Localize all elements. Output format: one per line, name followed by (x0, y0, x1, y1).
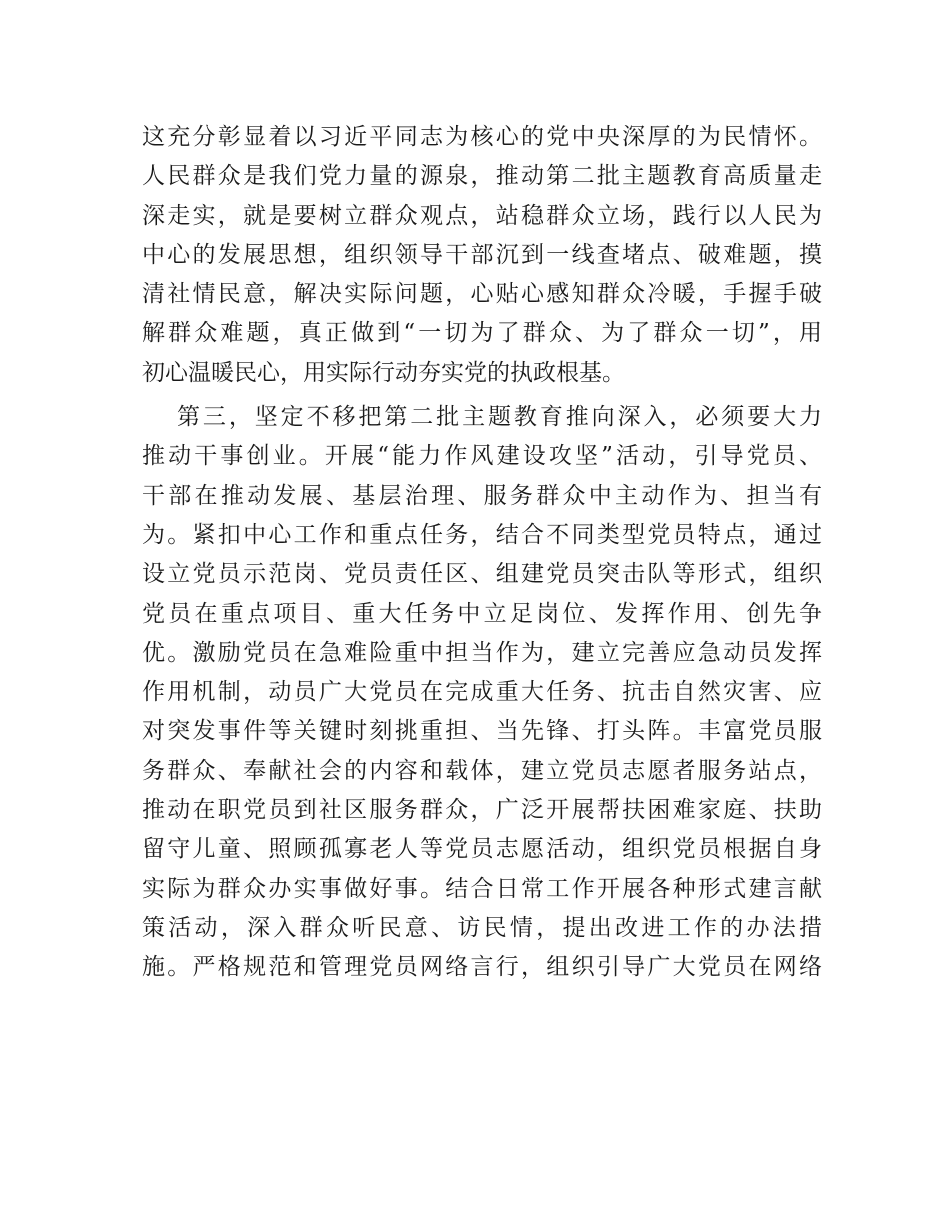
text-line: 留守儿童、照顾孤寡老人等党员志愿活动，组织党员根据自身 (142, 836, 822, 863)
text-line: 干部在推动发展、基层治理、服务群众中主动作为、担当有 (142, 482, 822, 509)
text-line: 实际为群众办实事做好事。结合日常工作开展各种形式建言献 (142, 875, 822, 902)
body-text (142, 118, 822, 988)
text-line: 推动在职党员到社区服务群众，广泛开展帮扶困难家庭、扶助 (142, 797, 822, 824)
text-line: 清社情民意，解决实际问题，心贴心感知群众冷暖，手握手破 (142, 281, 822, 308)
text-line: 策活动，深入群众听民意、访民情，提出改进工作的办法措 (142, 914, 822, 941)
text-line: 人民群众是我们党力量的源泉，推动第二批主题教育高质量走 (142, 163, 822, 190)
text-line: 作用机制，动员广大党员在完成重大任务、抗击自然灾害、应 (142, 679, 822, 706)
text-line: 对突发事件等关键时刻挑重担、当先锋、打头阵。丰富党员服 (142, 718, 822, 745)
text-line: 深走实，就是要树立群众观点，站稳群众立场，践行以人民为 (142, 202, 822, 229)
text-line: 党员在重点项目、重大任务中立足岗位、发挥作用、创先争 (142, 600, 822, 627)
text-line: 施。严格规范和管理党员网络言行，组织引导广大党员在网络 (142, 954, 822, 981)
text-line: 这充分彰显着以习近平同志为核心的党中央深厚的为民情怀。 (142, 124, 822, 150)
text-line: 优。激励党员在急难险重中担当作为，建立完善应急动员发挥 (142, 639, 822, 666)
text-line: 第三，坚定不移把第二批主题教育推向深入，必须要大力 (177, 404, 822, 431)
paragraph-1 (142, 118, 822, 393)
text-line: 推动干事创业。开展“能力作风建设攻坚”活动，引导党员、 (142, 443, 822, 470)
text-line: 设立党员示范岗、党员责任区、组建党员突击队等形式，组织 (142, 561, 822, 588)
text-line: 为。紧扣中心工作和重点任务，结合不同类型党员特点，通过 (142, 521, 822, 548)
text-line: 中心的发展思想，组织领导干部沉到一线查堵点、破难题，摸 (142, 241, 822, 268)
text-line: 初心温暖民心，用实际行动夯实党的执政根基。 (142, 359, 625, 386)
paragraph-2 (142, 398, 822, 987)
text-line: 解群众难题，真正做到“一切为了群众、为了群众一切”，用 (142, 320, 822, 347)
text-line: 务群众、奉献社会的内容和载体，建立党员志愿者服务站点， (142, 757, 822, 784)
